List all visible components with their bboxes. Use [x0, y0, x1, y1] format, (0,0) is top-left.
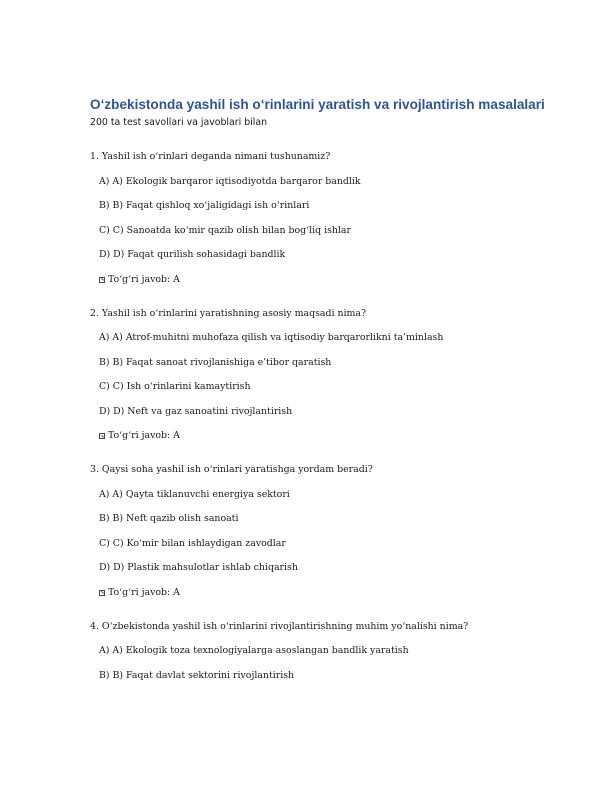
checkbox-icon: [99, 277, 105, 283]
answer-option-a: A) A) Atrof-muhitni muhofaza qilish va iqtisodiy barqarorlikni ta’minlash: [99, 332, 444, 343]
correct-answer-text: To‘g‘ri javob: A: [108, 273, 180, 285]
question-block: [90, 151, 530, 286]
checkbox-icon: [99, 433, 105, 439]
correct-answer: [99, 274, 530, 286]
answer-option-b: B) B) Faqat qishloq xo‘jaligidagi ish o‘rinlari: [99, 200, 310, 211]
document-subtitle: 200 ta test savollari va javoblari bilan: [90, 117, 268, 128]
correct-answer: [99, 587, 530, 599]
answer-option-a: A) A) Qayta tiklanuvchi energiya sektori: [99, 488, 290, 500]
correct-answer-text: To‘g‘ri javob: A: [108, 430, 180, 441]
document-title: O‘zbekistonda yashil ish o‘rinlarini yaratish va rivojlantirish masalalari: [90, 97, 545, 112]
answer-option-c: C) C) Sanoatda ko‘mir qazib olish bilan bog‘liq ishlar: [99, 224, 352, 236]
answer-option-a: A) A) Ekologik toza texnologiyalarga asoslangan bandlik yaratish: [99, 645, 409, 656]
answer-option-c: C) C) Ish o‘rinlarini kamaytirish: [99, 381, 251, 392]
question-block: [90, 308, 530, 443]
answer-option-d: D) D) Plastik mahsulotlar ishlab chiqarish: [99, 562, 298, 573]
answer-option-d: D) D) Neft va gaz sanoatini rivojlantirish: [99, 405, 293, 417]
checkbox-icon: [99, 590, 105, 596]
question-text: 2. Yashil ish o‘rinlarini yaratishning asosiy maqsadi nima?: [90, 307, 367, 319]
correct-answer: [99, 430, 530, 442]
question-text: 4. O‘zbekistonda yashil ish o‘rinlarini rivojlantirishning muhim yo‘nalishi nima?: [90, 620, 469, 632]
question-block: [90, 621, 530, 682]
document-page: [90, 96, 545, 682]
answer-option-c: C) C) Ko‘mir bilan ishlaydigan zavodlar: [99, 537, 286, 549]
answer-option-a: A) A) Ekologik barqaror iqtisodiyotda barqaror bandlik: [99, 175, 361, 187]
answer-option-b: B) B) Neft qazib olish sanoati: [99, 513, 239, 524]
question-block: [90, 464, 530, 599]
question-text: 1. Yashil ish o‘rinlari deganda nimani tushunamiz?: [90, 151, 331, 162]
question-text: 3. Qaysi soha yashil ish o‘rinlari yaratishga yordam beradi?: [90, 464, 373, 475]
answer-option-b: B) B) Faqat davlat sektorini rivojlantirish: [99, 669, 295, 681]
correct-answer-text: To‘g‘ri javob: A: [108, 586, 180, 598]
answer-option-d: D) D) Faqat qurilish sohasidagi bandlik: [99, 249, 286, 260]
answer-option-b: B) B) Faqat sanoat rivojlanishiga e’tibor qaratish: [99, 356, 332, 368]
